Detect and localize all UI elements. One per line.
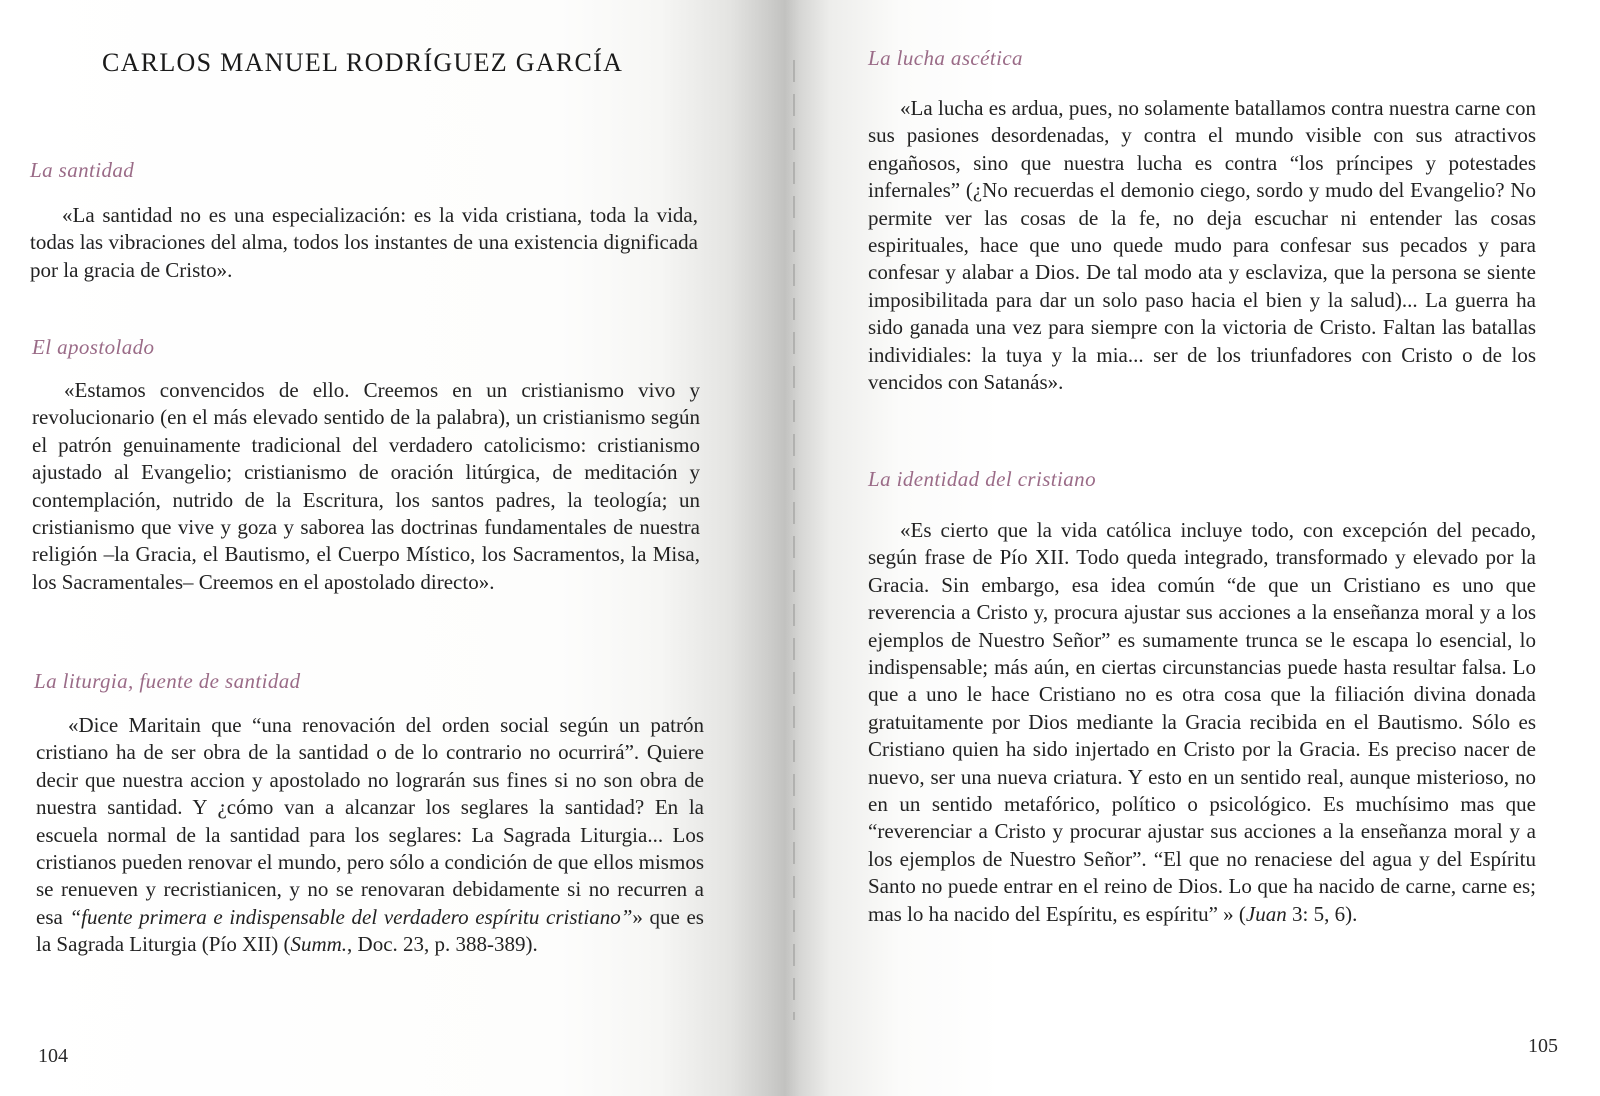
section-title-identidad: La identidad del cristiano bbox=[868, 467, 1096, 491]
identidad-citation-italic: Juan bbox=[1245, 901, 1287, 926]
liturgia-text-3: , Doc. 23, p. 388-389). bbox=[347, 932, 538, 957]
section-title-santidad: La santidad bbox=[30, 158, 135, 182]
liturgia-quote-italic: “fuente primera e indispensable del verdadero espíritu cristiano” bbox=[69, 904, 633, 929]
section-title-liturgia: La liturgia, fuente de santidad bbox=[34, 669, 301, 693]
running-head: CARLOS MANUEL RODRÍGUEZ GARCÍA bbox=[102, 48, 624, 77]
paragraph-identidad bbox=[868, 517, 1536, 928]
identidad-text-1: «Es cierto que la vida católica incluye todo, con excepción del pecado, según frase de Pío XII. Todo queda integrado, transformado y elevado por la Gracia. Sin embargo, esa idea común “de que un Cristiano es uno que reverencia a Cristo y, procura ajustar sus acciones a la enseñanza moral y a los ejemplos de Nuestro Señor” es sumamente trunca se le escapa lo esencial, lo indispensable; más aún, en ciertas circunstancias puede hasta resultar falsa. Lo que a uno le hace Cristiano no es otra cosa que la filiación divina donada gratuitamente por Dios mediante la Gracia recibida en el Bautismo. Sólo es Cristiano quien ha sido injertado en Cristo por la Gracia. Es preciso nacer de nuevo, ser una nueva criatura. Y esto en un sentido real, aunque misterioso, no en un sentido metafórico, político o psicológico. Es muchísimo mas que “reverenciar a Cristo y procurar ajustar sus acciones a la enseñanza moral y a los ejemplos de Nuestro Señor”. “El que no renaciese del agua y del Espíritu Santo no puede entrar en el reino de Dios. Lo que ha nacido de carne, carne es; mas lo ha nacido del Espíritu, es espíritu” » ( bbox=[868, 518, 1536, 926]
liturgia-citation-italic: Summ. bbox=[290, 932, 348, 957]
paragraph-liturgia bbox=[36, 712, 704, 959]
section-title-lucha: La lucha ascética bbox=[868, 46, 1023, 70]
left-page bbox=[30, 0, 720, 1096]
section-title-apostolado: El apostolado bbox=[32, 335, 155, 359]
liturgia-text-2: » que es la Sagrada Liturgia (Pío XII) ( bbox=[36, 904, 704, 957]
paragraph-santidad: «La santidad no es una especialización: es la vida cristiana, toda la vida, todas las vibraciones del alma, todos los instantes de una existencia dignificada por la gracia de Cristo». bbox=[30, 203, 698, 282]
right-page bbox=[868, 0, 1558, 1096]
book-gutter bbox=[793, 60, 795, 1020]
paragraph-apostolado: «Estamos convencidos de ello. Creemos en un cristianismo vivo y revolucionario (en el más elevado sentido de la palabra), un cristianismo según el patrón genuinamente tradicional del verdadero catolicismo: cristianismo ajustado al Evangelio; cristianismo de oración litúrgica, de meditación y contemplación, nutrido de la Escritura, los santos padres, la teología; un cristianismo que vive y goza y saborea las doctrinas fundamentales de nuestra religión –la Gracia, el Bautismo, el Cuerpo Místico, los Sacramentos, la Misa, los Sacramentales– Creemos en el apostolado directo». bbox=[32, 378, 700, 594]
page-number-right: 105 bbox=[1528, 1035, 1558, 1057]
identidad-text-2: 3: 5, 6). bbox=[1286, 901, 1358, 926]
liturgia-text-1: «Dice Maritain que “una renovación del orden social según un patrón cristiano ha de ser obra de la santidad o de lo contrario no ocurrirá”. Quiere decir que nuestra accion y apostolado no lograrán sus fines si no son obra de nuestra santidad. Y ¿cómo van a alcanzar los seglares la santidad? En la escuela normal de la santidad para los seglares: La Sagrada Liturgia... Los cristianos pueden renovar el mundo, pero sólo a condición de que ellos mismos se renueven y recristianicen, y no se renovaran debidamente si no recurren a esa bbox=[36, 713, 704, 929]
paragraph-lucha: «La lucha es ardua, pues, no solamente batallamos contra nuestra carne con sus pasiones desordenadas, y contra el mundo visible con sus atractivos engañosos, sino que nuestra lucha es contra “los príncipes y potestades infernales” (¿No recuerdas el demonio ciego, sordo y mudo del Evangelio? No permite ver las cosas de la fe, no deja escuchar ni entender las cosas espirituales, hace que uno quede mudo para confesar sus pecados y para confesar y alabar a Dios. De tal modo ata y esclaviza, que la persona se siente imposibilitada para dar un solo paso hacia el bien y la salud)... La guerra ha sido ganada una vez para siempre con la victoria de Cristo. Faltan las batallas individiales: la tuya y la mia... ser de los triunfadores con Cristo o de los vencidos con Satanás». bbox=[868, 96, 1536, 395]
page-number-left: 104 bbox=[38, 1045, 68, 1067]
